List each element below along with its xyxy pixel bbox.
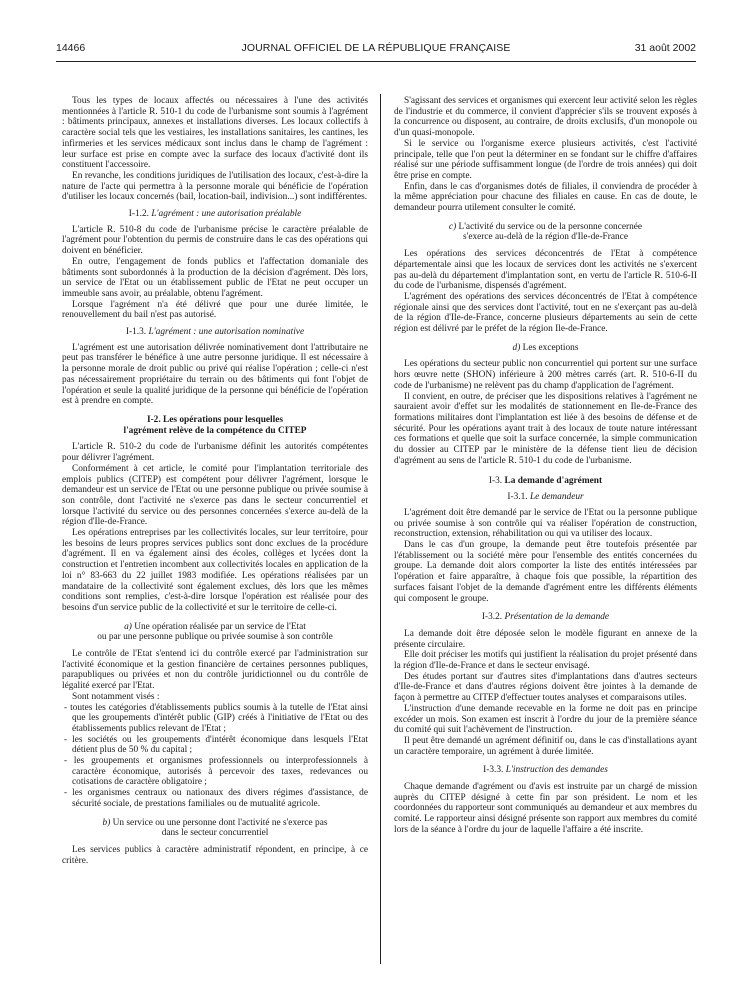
section-number: I-1.3. (125, 327, 147, 338)
subsection-title-line: Une opération réalisée par un service de l'Etat (134, 621, 306, 632)
paragraph: En outre, l'engagement de fonds publics et l'affectation domaniale des bâtiments sont subordonnés à la production de la décision d'agrément. Dès lors, un service de l'Etat ou un établissement public de l'Etat ne peut occuper un immeuble sans avoir, au préalable, obtenu l'agrément. (62, 256, 368, 299)
section-heading-1-3 (394, 476, 697, 487)
subsection-letter: d) (512, 342, 521, 353)
left-column (62, 96, 368, 866)
section-title: Le demandeur (529, 492, 584, 503)
subsection-title-line: L'activité du service ou de la personne concernée (458, 221, 643, 232)
section-title: L'agrément : une autorisation préalable (151, 209, 302, 220)
subsection-title-line: dans le secteur concurrentiel (161, 828, 269, 839)
paragraph: Elle doit préciser les motifs qui justifient la réalisation du projet présenté dans la région d'Ile-de-France et dans le secteur envisagé. (394, 650, 697, 672)
paragraph: L'agrément est une autorisation délivrée nominativement dont l'attributaire ne peut pas transférer le bénéfice à une autre personne juridique. Il est nécessaire à la personne morale de droit public ou privé qui réalise l'opération ; celle-ci n'est pas nécessairement propriétaire du terrain ou des bâtiments qui font l'objet de l'opération et seule la qualité juridique de la personne qui bénéficie de l'opération est à prendre en compte. (62, 342, 368, 407)
bulleted-list (62, 703, 368, 810)
paragraph: Des études portant sur d'autres sites d'implantations dans d'autres secteurs d'Ile-de-France et dans d'autres régions doivent être jointes à la demande de façon à permettre au CITEP d'effectuer toutes analyses et comparaisons utiles. (394, 671, 697, 704)
subsection-heading-b (62, 818, 368, 839)
section-number: I-1.2. (128, 209, 149, 220)
right-column (394, 96, 697, 836)
section-title-line: l'agrément relève de la compétence du CITEP (123, 425, 307, 436)
subsection-heading-a (62, 622, 368, 643)
paragraph: Les opérations des services déconcentrés de l'Etat à compétence départementale ainsi que les locaux de services dont les activités ne s'exercent pas au-delà du département d'implantation sont, en vertu de l'article R. 510-6-II du code de l'urbanisme, dispensés d'agrément. (394, 249, 697, 292)
section-number: I-3.1. (507, 492, 528, 503)
paragraph: L'article R. 510-8 du code de l'urbanisme précise le caractère préalable de l'agrément pour l'obtention du permis de construire dans le cas des opérations qui doivent en bénéficier. (62, 224, 368, 257)
page-number: 14466 (56, 42, 86, 54)
journal-title: JOURNAL OFFICIEL DE LA RÉPUBLIQUE FRANÇAISE (241, 42, 511, 54)
paragraph: Les services publics à caractère administratif répondent, en principe, à ce critère. (62, 845, 368, 866)
section-title: La demande d'agrément (504, 475, 603, 486)
section-title: L'instruction des demandes (505, 765, 608, 776)
paragraph: Lorsque l'agrément n'a été délivré que pour une durée limitée, le renouvellement du bail n'est pas autorisé. (62, 299, 368, 321)
page-header (56, 42, 696, 58)
subsection-letter: a) (124, 621, 132, 632)
section-heading-1-3-1 (394, 492, 697, 503)
issue-date: 31 août 2002 (634, 42, 696, 54)
paragraph: L'article R. 510-2 du code de l'urbanisme définit les autorités compétentes pour délivrer l'agrément. (62, 442, 368, 464)
list-item: - les organismes centraux ou nationaux des divers régimes d'assistance, de sécurité sociale, de prestations familiales ou de mutualité agricole. (64, 788, 368, 809)
paragraph: Le contrôle de l'Etat s'entend ici du contrôle exercé par l'administration sur l'activité économique et la gestion financière de certaines personnes publiques, parapubliques ou privées et non du contrôle juridictionnel ou du contrôle de légalité exercé par l'Etat. (62, 649, 368, 692)
subsection-title-line: Un service ou une personne dont l'activité ne s'exerce pas (112, 817, 328, 828)
paragraph: Enfin, dans le cas d'organismes dotés de filiales, il conviendra de procéder à la même appréciation pour chacune des filiales en cause. En cas de doute, le demandeur pourra utilement consulter le comité. (394, 181, 697, 214)
paragraph: Tous les types de locaux affectés ou nécessaires à l'une des activités mentionnées à l'article R. 510-1 du code de l'urbanisme sont soumis à l'agrément : bâtiments principaux, annexes et installations diverses. Les locaux collectifs à caractère social tels que les vestiaires, les installations sanitaires, les cantines, les infirmeries et les services médicaux sont inclus dans le champ de l'agrément : leur surface est prise en compte avec la surface des locaux d'activité dont ils constituent l'accessoire. (62, 96, 368, 171)
paragraph: Il convient, en outre, de préciser que les dispositions relatives à l'agrément ne sauraient avoir d'effet sur les modalités de stationnement en Ile-de-France des formations militaires dont l'implantation est liée à des besoins de défense et de sécurité. Pour les opérations ayant trait à des locaux de toute nature intéressant ces formations et quelle que soit la surface concernée, la simple communication du dossier au CITEP par le ministère de la défense tient lieu de décision d'agrément au sens de l'article R. 510-1 du code de l'urbanisme. (394, 391, 697, 466)
paragraph: La demande doit être déposée selon le modèle figurant en annexe de la présente circulaire. (394, 628, 697, 650)
subsection-title-line: ou par une personne publique ou privée soumise à son contrôle (97, 632, 333, 643)
subsection-heading-c (394, 222, 697, 243)
section-number: I-3.2. (481, 612, 503, 623)
paragraph: L'agrément doit être demandé par le service de l'Etat ou la personne publique ou privée soumise à son contrôle qui va réaliser l'opération de construction, reconstruction, extension, réhabilitation ou qui va utiliser des locaux. (394, 507, 697, 540)
list-item: - toutes les catégories d'établissements publics soumis à la tutelle de l'Etat ainsi que les groupements d'intérêt public (GIP) créés à l'initiative de l'Etat ou des établissements publics relevant de l'Etat ; (64, 702, 368, 734)
paragraph: En revanche, les conditions juridiques de l'utilisation des locaux, c'est-à-dire la nature de l'acte qui permettra à la personne morale qui bénéficie de l'opération d'utiliser les locaux concernés (bail, location-bail, indivision...) sont indifférentes. (62, 170, 368, 203)
section-title-line: I-2. Les opérations pour lesquelles (146, 414, 284, 425)
section-heading-1-1-2 (62, 209, 368, 220)
section-heading-1-1-3 (62, 327, 368, 338)
paragraph: Chaque demande d'agrément ou d'avis est instruite par un chargé de mission auprès du CITEP désigné à cette fin par son président. Le nom et les coordonnées du rapporteur sont communiqués au demandeur et aux membres du comité. Le rapporteur ainsi désigné présente son rapport aux membres du comité lors de la séance à l'ordre du jour de laquelle l'affaire a été inscrite. (394, 782, 697, 835)
subsection-letter: b) (102, 817, 111, 828)
paragraph: Dans le cas d'un groupe, la demande peut être toutefois présentée par l'établissement ou la société mère pour l'ensemble des entités concernées du groupe. La demande doit alors comporter la liste des entités intéressées par l'opération et faire apparaître, à chaque fois que possible, la répartition des surfaces faisant l'objet de la demande d'agrément entre les différents éléments qui composent le groupe. (394, 540, 697, 604)
subsection-title-line: s'exerce au-delà de la région d'Ile-de-France (463, 232, 628, 243)
paragraph: Sont notamment visés : (72, 691, 160, 702)
column-divider (380, 94, 381, 964)
header-rule (56, 61, 696, 62)
section-heading-1-3-2 (394, 612, 697, 623)
list-item: - les sociétés ou les groupements d'intérêt économique dans lesquels l'Etat détient plus de 50 % du capital ; (64, 734, 368, 756)
section-number: I-3. (488, 475, 503, 486)
section-title: L'agrément : une autorisation nominative (148, 327, 305, 338)
paragraph: Si le service ou l'organisme exerce plusieurs activités, c'est l'activité principale, telle que l'on peut la déterminer en se fondant sur le chiffre d'affaires réalisé sur une période suffisamment longue (de l'ordre de trois années) qui doit être prise en compte. (394, 138, 697, 181)
section-number: I-3.3. (483, 765, 504, 776)
subsection-heading-d (394, 343, 697, 354)
paragraph: Conformément à cet article, le comité pour l'implantation territoriale des emplois publics (CITEP) est compétent pour délivrer l'agrément, lorsque le demandeur est un service de l'Etat ou une personne publique ou privée soumise à son contrôle, dont l'activité ne s'exerce pas dans le secteur concurrentiel et lorsque l'activité du service ou des personnes concernées s'exerce au-delà de la région d'Ile-de-France. (62, 463, 368, 528)
paragraph: S'agissant des services et organismes qui exercent leur activité selon les règles de l'industrie et du commerce, il convient d'apprécier s'ils se trouvent exposés à la concurrence ou disposent, au contraire, de droits exclusifs, d'un monopole ou d'un quasi-monopole. (394, 96, 697, 139)
subsection-letter: c) (448, 221, 457, 232)
paragraph: L'instruction d'une demande recevable en la forme ne doit pas en principe excéder un mois. Son examen est inscrit à l'ordre du jour de la première séance du comité qui suit l'achèvement de l'instruction. (394, 703, 697, 736)
paragraph: Les opérations du secteur public non concurrentiel qui portent sur une surface hors œuvre nette (SHON) inférieure à 200 mètres carrés (art. R. 510-6-II du code de l'urbanisme) ne relèvent pas du champ d'application de l'agrément. (394, 359, 697, 391)
paragraph: L'agrément des opérations des services déconcentrés de l'Etat à compétence régionale ainsi que des services dont l'activité, tout en ne s'exerçant pas au-delà de la région d'Ile-de-France, concerne plusieurs départements au sein de cette région est délivré par le préfet de la région Ile-de-France. (394, 291, 697, 335)
paragraph: Il peut être demandé un agrément définitif ou, dans le cas d'installations ayant un caractère temporaire, un agrément à durée limitée. (394, 735, 697, 757)
list-item: - les groupements et organismes professionnels ou interprofessionnels à caractère économique, autorisés à percevoir des taxes, redevances ou cotisations de caractère obligatoire ; (64, 756, 368, 788)
section-title: Présentation de la demande (504, 612, 610, 623)
section-heading-1-2 (62, 415, 368, 436)
paragraph: Les opérations entreprises par les collectivités locales, sur leur territoire, pour les besoins de leurs propres services publics sont donc exclues de la procédure d'agrément. Il en va également ainsi des écoles, collèges et lycées dont la construction et l'entretien incombent aux collectivités locales en application de la loi n° 83-663 du 22 juillet 1983 modifiée. Les opérations réalisées par un mandataire de la collectivité sont également exclues, dès lors que les mêmes conditions sont remplies, c'est-à-dire lorsque l'opération est réalisée pour des besoins d'un service public de la collectivité et sur le territoire de celle-ci. (62, 528, 368, 613)
subsection-title: Les exceptions (522, 342, 579, 353)
section-heading-1-3-3 (394, 765, 697, 776)
